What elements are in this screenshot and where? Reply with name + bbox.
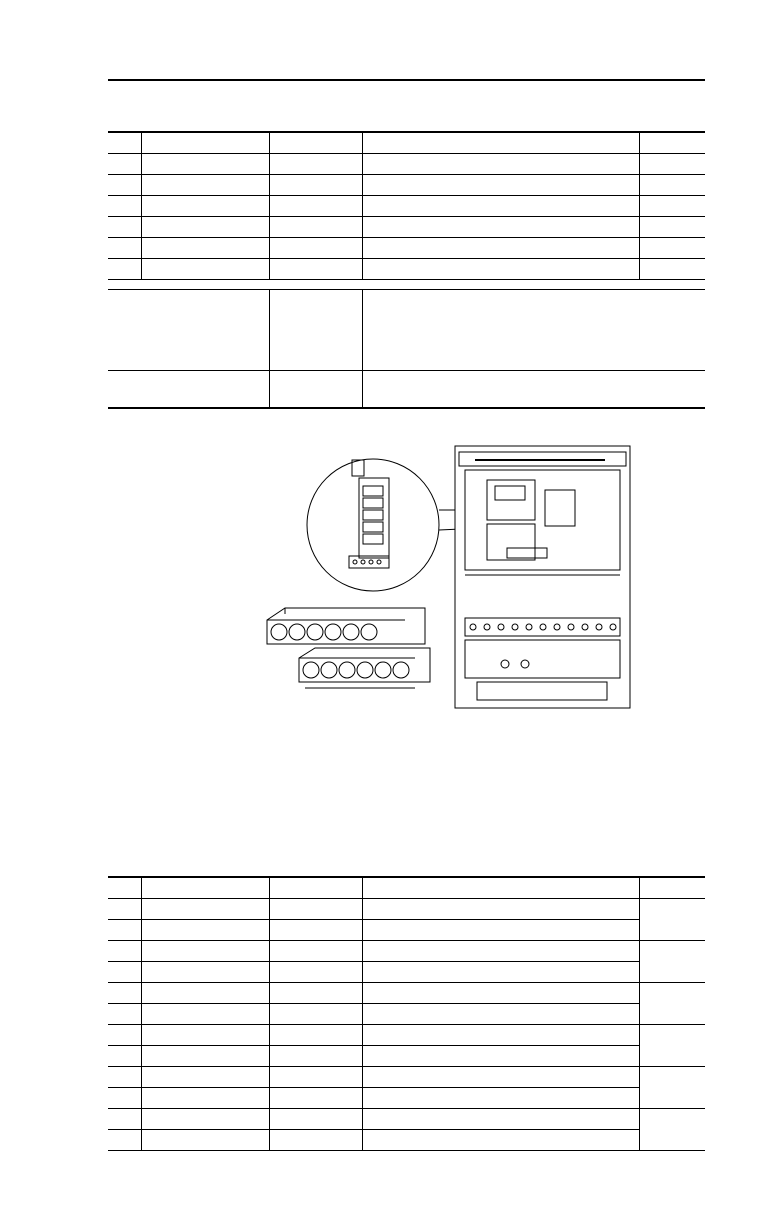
table-cell <box>142 1025 270 1046</box>
header-rule <box>108 79 705 81</box>
table-cell <box>363 941 640 962</box>
table-row <box>108 259 705 280</box>
table-one-header-row <box>108 132 705 154</box>
table-row <box>108 217 705 238</box>
table-cell <box>363 1067 640 1088</box>
notes-cell-value <box>270 371 363 408</box>
table-cell <box>142 983 270 1004</box>
table-cell <box>270 962 363 983</box>
table-cell <box>142 238 270 259</box>
table-two <box>108 876 705 1151</box>
table-cell <box>640 983 706 1025</box>
drive-terminal-figure <box>255 440 675 710</box>
table-cell <box>363 1025 640 1046</box>
table-cell <box>363 920 640 941</box>
table-cell <box>108 899 142 920</box>
table-cell <box>640 196 706 217</box>
table-cell <box>108 175 142 196</box>
drive-housing <box>455 446 630 708</box>
notes-cell-description <box>363 371 706 408</box>
notes-cell-value <box>270 290 363 371</box>
table-cell <box>108 259 142 280</box>
table-cell <box>108 962 142 983</box>
table-cell <box>363 175 640 196</box>
terminal-block <box>267 608 430 688</box>
table-cell <box>142 1067 270 1088</box>
table-row <box>108 962 705 983</box>
table-cell <box>108 1109 142 1130</box>
notes-cell-description <box>363 290 706 371</box>
table-cell <box>142 1046 270 1067</box>
table-cell <box>270 941 363 962</box>
table-cell <box>108 920 142 941</box>
table-cell <box>640 259 706 280</box>
notes-table <box>108 289 705 408</box>
notes-bottom-rule <box>108 407 705 409</box>
table-row <box>108 941 705 962</box>
table-cell <box>640 941 706 983</box>
table-one <box>108 131 705 280</box>
table-cell <box>108 941 142 962</box>
table-cell <box>108 238 142 259</box>
table-cell <box>142 175 270 196</box>
table-cell <box>270 983 363 1004</box>
table-cell <box>363 196 640 217</box>
table-cell <box>640 238 706 259</box>
table-cell <box>108 217 142 238</box>
table-row <box>108 175 705 196</box>
table-cell <box>142 1004 270 1025</box>
table-cell <box>640 175 706 196</box>
table-cell <box>363 1046 640 1067</box>
table-cell <box>270 920 363 941</box>
table-row <box>108 920 705 941</box>
table-cell <box>108 983 142 1004</box>
table-cell <box>270 175 363 196</box>
table-cell <box>270 1004 363 1025</box>
table-cell <box>270 1088 363 1109</box>
table-row <box>108 238 705 259</box>
table-row <box>108 983 705 1004</box>
table-cell <box>108 1046 142 1067</box>
table-cell <box>142 1130 270 1151</box>
table-row <box>108 1046 705 1067</box>
table-cell <box>640 217 706 238</box>
table-row <box>108 196 705 217</box>
table-row <box>108 1130 705 1151</box>
table-cell <box>108 1088 142 1109</box>
table-cell <box>640 154 706 175</box>
table-row <box>108 1109 705 1130</box>
table-cell <box>270 259 363 280</box>
table-cell <box>270 1109 363 1130</box>
table-cell <box>363 217 640 238</box>
table-cell <box>270 899 363 920</box>
table-cell <box>363 238 640 259</box>
table-cell <box>108 1130 142 1151</box>
table-row <box>108 1025 705 1046</box>
table-cell <box>640 1067 706 1109</box>
table-two-header-row <box>108 877 705 899</box>
table-cell <box>363 154 640 175</box>
table-cell <box>142 899 270 920</box>
table-cell <box>640 1109 706 1151</box>
table-cell <box>270 238 363 259</box>
table-cell <box>142 920 270 941</box>
table-cell <box>142 962 270 983</box>
table-cell <box>270 217 363 238</box>
table-cell <box>363 259 640 280</box>
table-cell <box>270 196 363 217</box>
table-cell <box>363 1130 640 1151</box>
table-cell <box>142 259 270 280</box>
table-cell <box>363 962 640 983</box>
notes-cell-label <box>108 371 270 408</box>
table-cell <box>270 154 363 175</box>
table-row <box>108 1088 705 1109</box>
table-cell <box>270 1130 363 1151</box>
table-cell <box>142 1109 270 1130</box>
table-row <box>108 899 705 920</box>
table-cell <box>108 154 142 175</box>
notes-cell-label <box>108 290 270 371</box>
table-cell <box>363 1004 640 1025</box>
table-cell <box>142 1088 270 1109</box>
table-row <box>108 1067 705 1088</box>
table-cell <box>363 899 640 920</box>
notes-row <box>108 371 705 408</box>
table-cell <box>108 1004 142 1025</box>
table-cell <box>640 899 706 941</box>
table-cell <box>142 217 270 238</box>
table-cell <box>363 1088 640 1109</box>
table-cell <box>270 1025 363 1046</box>
notes-row <box>108 290 705 371</box>
table-cell <box>270 1067 363 1088</box>
table-cell <box>640 1025 706 1067</box>
table-cell <box>142 196 270 217</box>
table-cell <box>108 1067 142 1088</box>
table-cell <box>142 941 270 962</box>
table-row <box>108 1004 705 1025</box>
table-cell <box>108 1025 142 1046</box>
table-cell <box>363 1109 640 1130</box>
table-row <box>108 154 705 175</box>
table-cell <box>108 196 142 217</box>
table-cell <box>270 1046 363 1067</box>
table-cell <box>363 983 640 1004</box>
table-cell <box>142 154 270 175</box>
